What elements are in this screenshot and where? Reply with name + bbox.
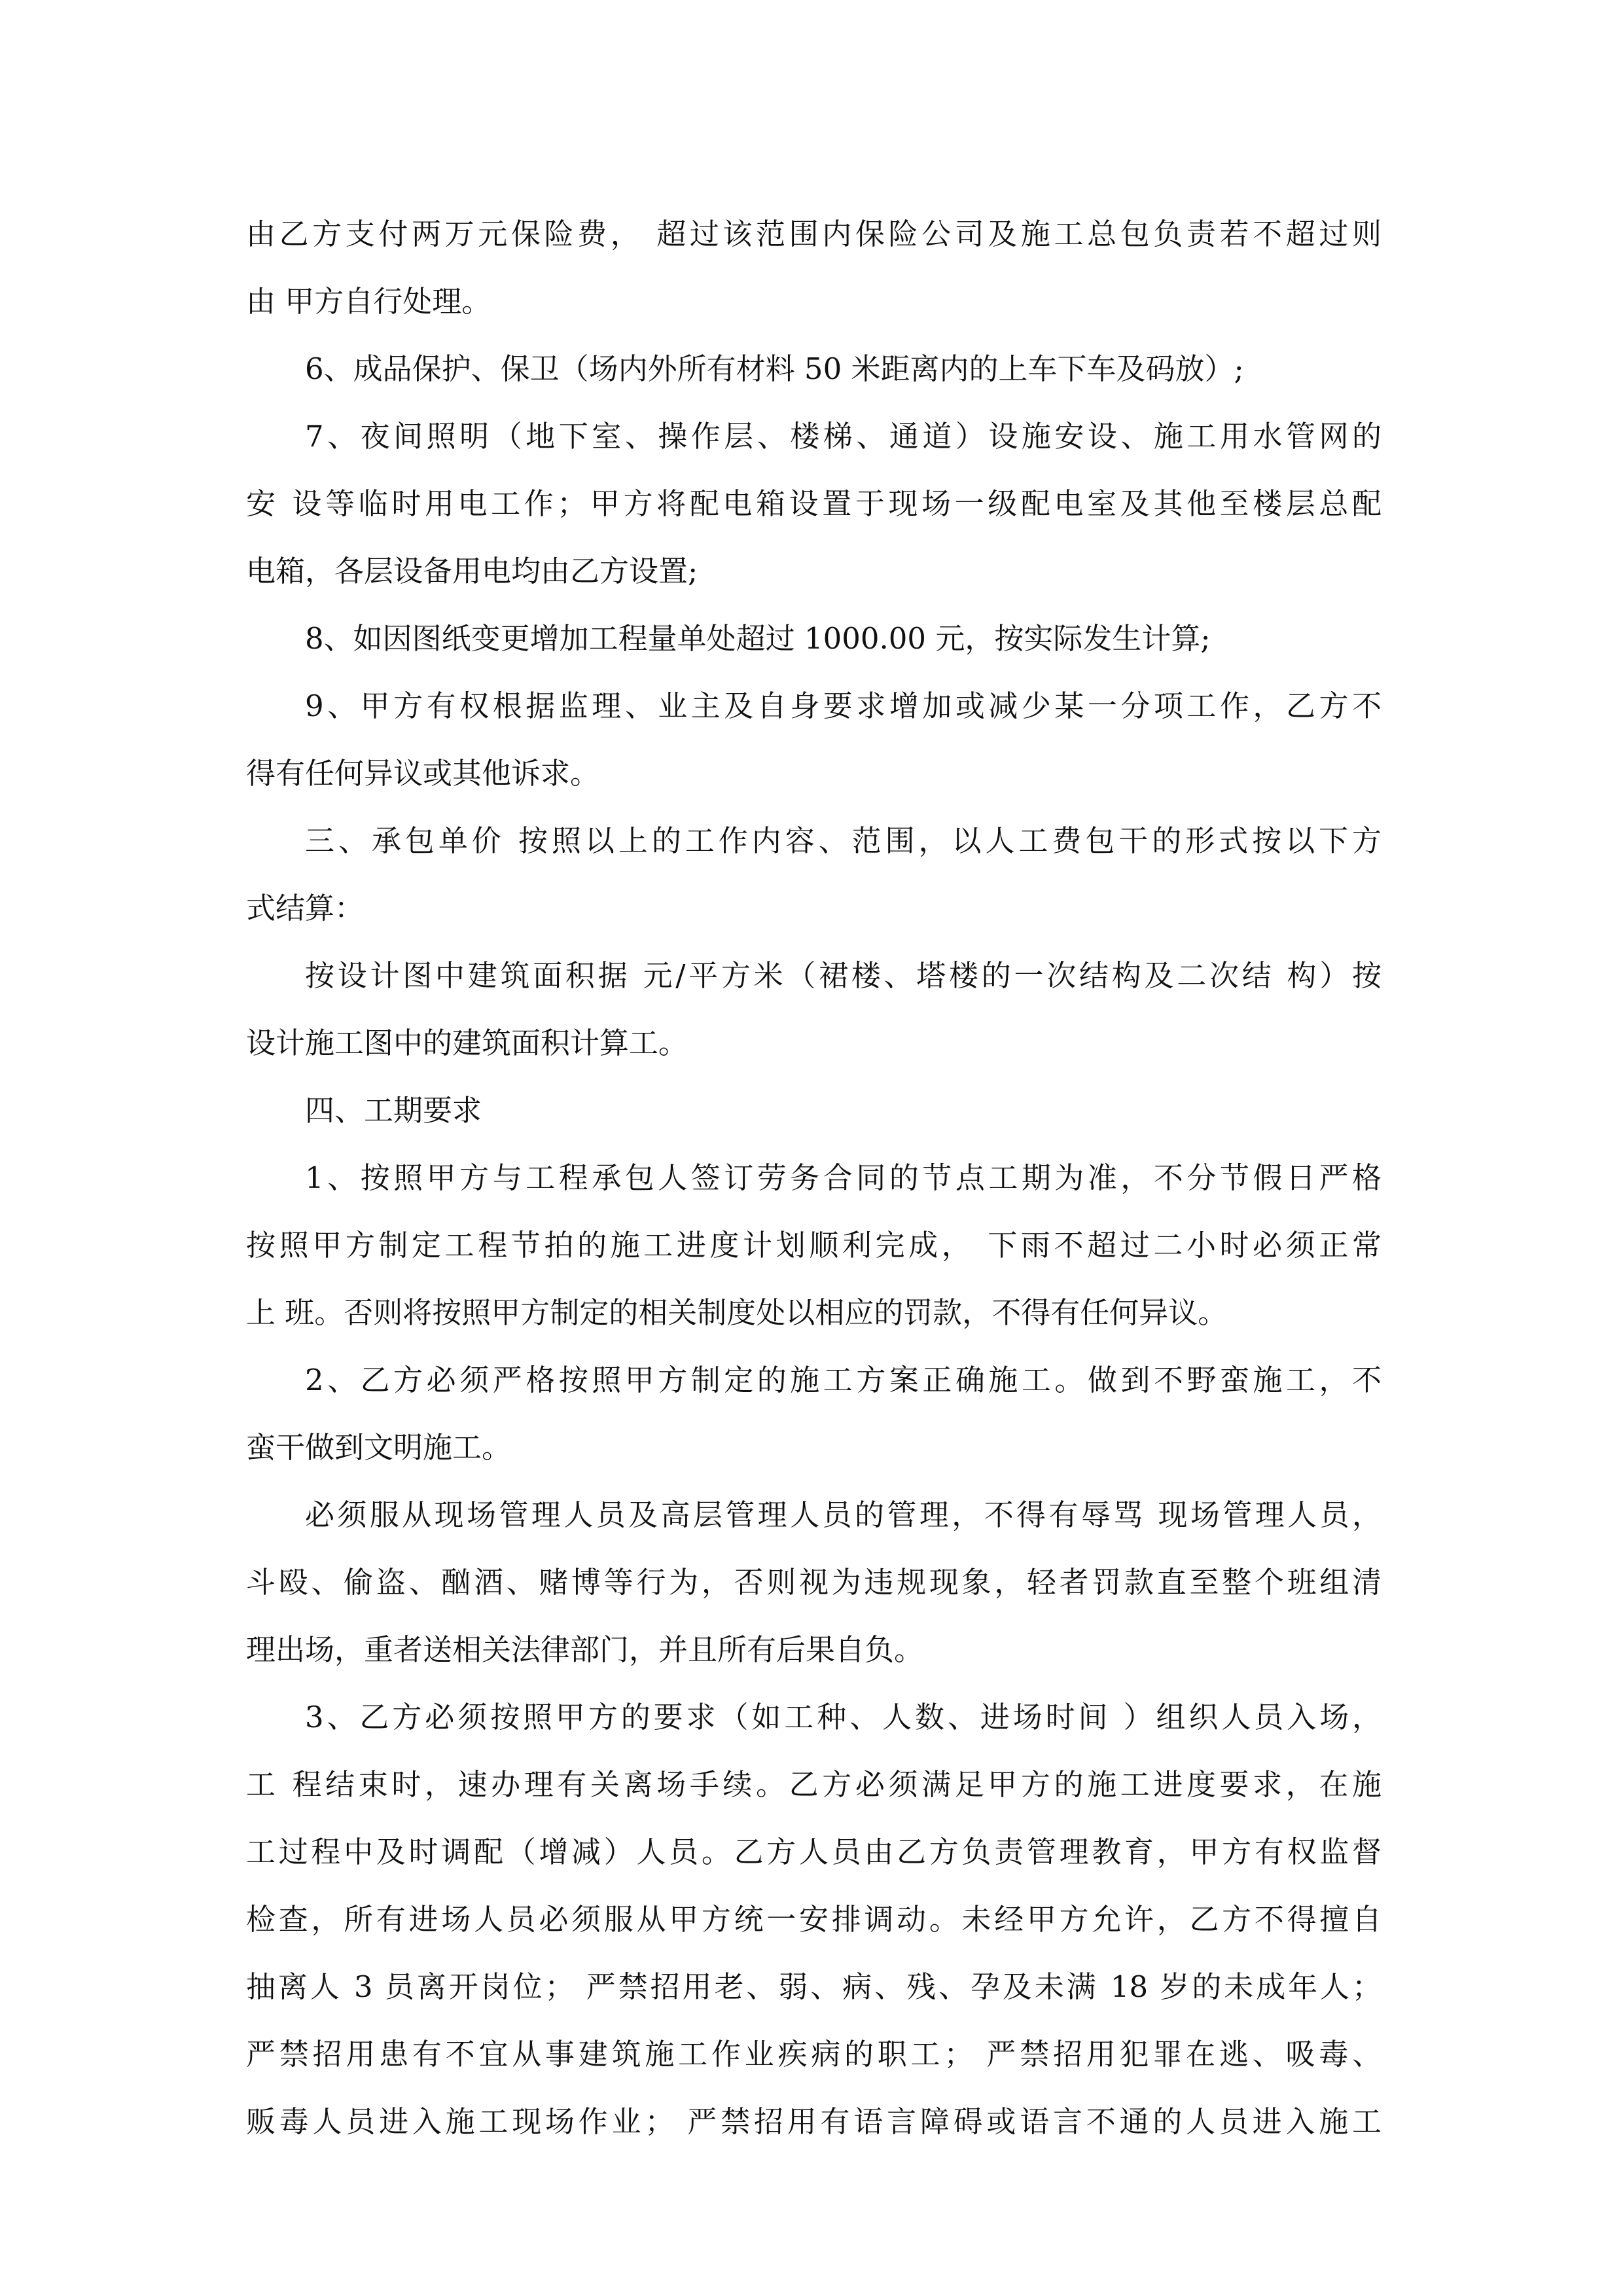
text-line: 式结算：	[246, 891, 365, 925]
text-line: 9、甲方有权根据监理、业主及自身要求增加或减少某一分项工作，乙方不	[305, 689, 1382, 723]
text-line: 6、成品保护、保卫（场内外所有材料 50 米距离内的上车下车及码放）;	[305, 351, 1244, 386]
text-line: 3、乙方必须按照甲方的要求（如工种、人数、进场时间 ）组织人员入场，	[305, 1700, 1382, 1734]
text-line: 8、如因图纸变更增加工程量单处超过 1000.00 元，按实际发生计算;	[305, 621, 1211, 656]
text-line: 贩毒人员进入施工现场作业； 严禁招用有语言障碍或语言不通的人员进入施工	[246, 2104, 1382, 2139]
text-line: 蛮干做到文明施工。	[246, 1430, 512, 1465]
text-line: 理出场，重者送相关法律部门，并且所有后果自负。	[246, 1632, 924, 1667]
text-line: 2、乙方必须严格按照甲方制定的施工方案正确施工。做到不野蛮施工，不	[305, 1363, 1382, 1397]
text-line: 按设计图中建筑面积据 元/平方米（裙楼、塔楼的一次结构及二次结 构）按	[305, 958, 1382, 993]
text-line: 必须服从现场管理人员及高层管理人员的管理，不得有辱骂 现场管理人员，	[305, 1498, 1382, 1532]
text-line: 上 班。否则将按照甲方制定的相关制度处以相应的罚款，不得有任何异议。	[246, 1295, 1228, 1330]
document-body	[246, 200, 1382, 2155]
text-line: 检查，所有进场人员必须服从甲方统一安排调动。未经甲方允许，乙方不得擅自	[246, 1902, 1382, 1937]
text-line: 三、承包单价 按照以上的工作内容、范围，以人工费包干的形式按以下方	[305, 823, 1382, 858]
section-heading: 四、工期要求	[305, 1093, 482, 1128]
text-line: 安 设等临时用电工作；甲方将配电箱设置于现场一级配电室及其他至楼层总配	[246, 486, 1382, 521]
text-line: 由乙方支付两万元保险费， 超过该范围内保险公司及施工总包负责若不超过则	[246, 217, 1382, 251]
text-line: 工 程结束时，速办理有关离场手续。乙方必须满足甲方的施工进度要求，在施	[246, 1767, 1382, 1802]
text-line: 工过程中及时调配（增减）人员。乙方人员由乙方负责管理教育，甲方有权监督	[246, 1835, 1382, 1869]
text-line: 由 甲方自行处理。	[246, 284, 491, 319]
text-line: 斗殴、偷盗、酗酒、赌博等行为，否则视为违规现象，轻者罚款直至整个班组清	[246, 1565, 1382, 1600]
text-line: 抽离人 3 员离开岗位； 严禁招用老、弱、病、残、孕及未满 18 岁的未成年人；	[246, 1969, 1382, 2004]
text-line: 按照甲方制定工程节拍的施工进度计划顺利完成， 下雨不超过二小时必须正常	[246, 1228, 1382, 1263]
text-line: 严禁招用患有不宜从事建筑施工作业疾病的职工； 严禁招用犯罪在逃、吸毒、	[246, 2037, 1382, 2072]
text-line: 7、夜间照明（地下室、操作层、楼梯、通道）设施安设、施工用水管网的	[305, 419, 1382, 454]
text-line: 1、按照甲方与工程承包人签订劳务合同的节点工期为准，不分节假日严格	[305, 1160, 1382, 1195]
text-line: 设计施工图中的建筑面积计算工。	[246, 1026, 688, 1060]
text-line: 电箱，各层设备用电均由乙方设置;	[246, 554, 698, 588]
text-line: 得有任何异议或其他诉求。	[246, 756, 600, 791]
